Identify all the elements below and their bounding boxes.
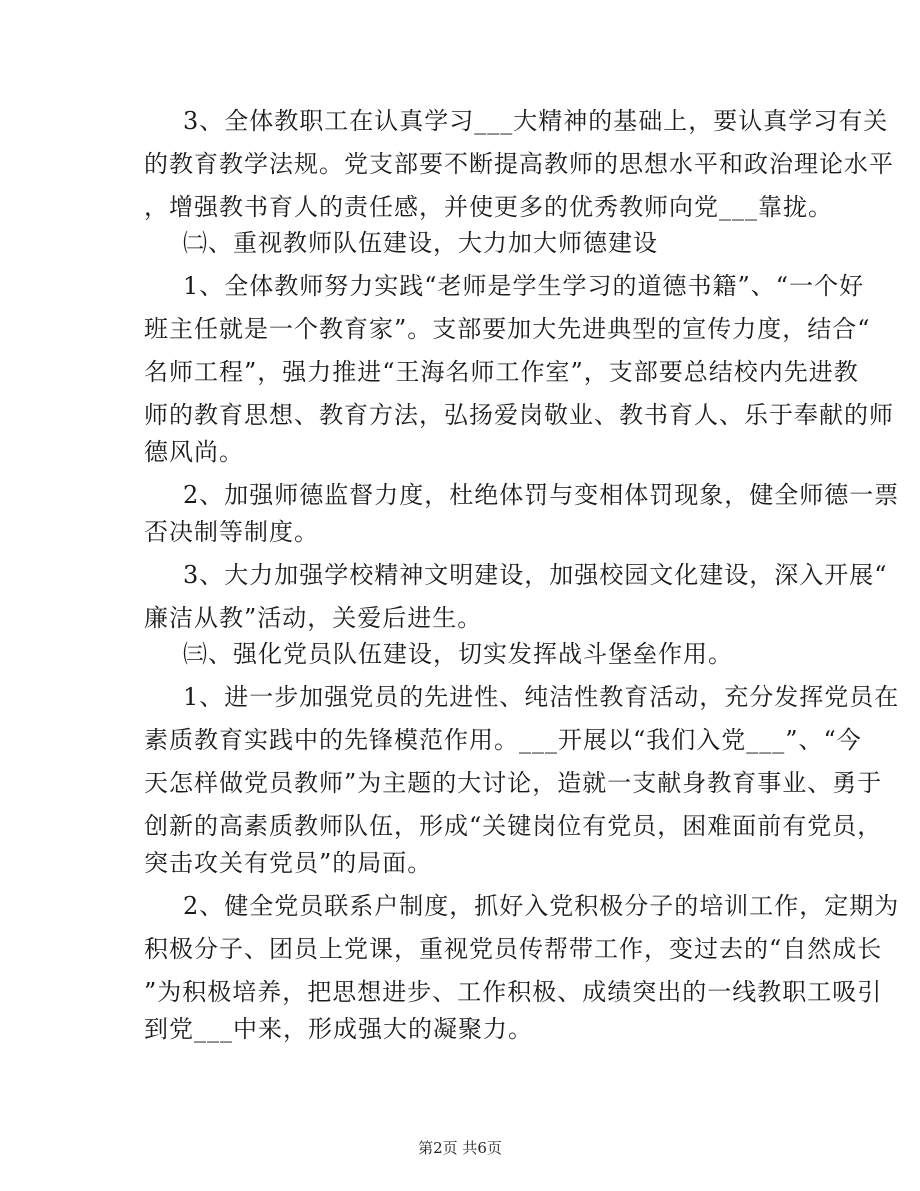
paragraph-line: 廉洁从教”活动，关爱后进生。 [144,604,483,632]
paragraph-line: 否决制等制度。 [144,518,319,546]
paragraph-line: 2、加强师德监督力度，杜绝体罚与变相体罚现象，健全师德一票 [183,481,900,509]
page-number-footer: 第2页 共6页 [418,1139,502,1157]
paragraph-line: 素质教育实践中的先锋模范作用。___开展以“我们入党___”、“今 [144,726,862,754]
paragraph-line: ，增强教书育人的责任感，并使更多的优秀教师向党___靠拢。 [144,193,833,221]
paragraph-line: 到党___中来，形成强大的凝聚力。 [144,1015,533,1043]
paragraph-line: 积极分子、团员上党课，重视党员传帮带工作，变过去的“自然成长 [144,935,883,963]
paragraph-line: 3、全体教职工在认真学习___大精神的基础上，要认真学习有关 [183,107,889,135]
paragraph-line: 创新的高素质教师队伍，形成“关键岗位有党员，困难面前有党员， [144,812,883,840]
paragraph-line: 3、大力加强学校精神文明建设，加强校园文化建设，深入开展“ [183,561,888,589]
paragraph-line: 1、进一步加强党员的先进性、纯洁性教育活动，充分发挥党员在 [183,683,900,711]
paragraph-line: 2、健全党员联系户制度，抓好入党积极分子的培训工作，定期为 [183,892,900,920]
paragraph-line: 班主任就是一个教育家”。支部要加大先进典型的宣传力度，结合“ [144,315,871,343]
paragraph-line: 1、全体教师努力实践“老师是学生学习的道德书籍”、“一个好 [183,272,865,300]
section-heading: ㈡、重视教师队伍建设，大力加大师德建设 [183,229,658,257]
section-heading: ㈢、强化党员队伍建设，切实发挥战斗堡垒作用。 [183,640,733,668]
paragraph-line: 天怎样做党员教师”为主题的大讨论，造就一支献身教育事业、勇于 [144,769,883,797]
paragraph-line: 名师工程”，强力推进“王海名师工作室”，支部要总结校内先进教 [144,358,859,386]
paragraph-line: 突击攻关有党员”的局面。 [144,849,433,877]
paragraph-line: 的教育教学法规。党支部要不断提高教师的思想水平和政治理论水平 [144,150,894,178]
paragraph-line: ”为积极培养，把思想进步、工作积极、成绩突出的一线教职工吸引 [144,978,883,1006]
paragraph-line: 师的教育思想、教育方法，弘扬爱岗敬业、教书育人、乐于奉献的师 [144,401,894,429]
paragraph-line: 德风尚。 [144,438,244,466]
